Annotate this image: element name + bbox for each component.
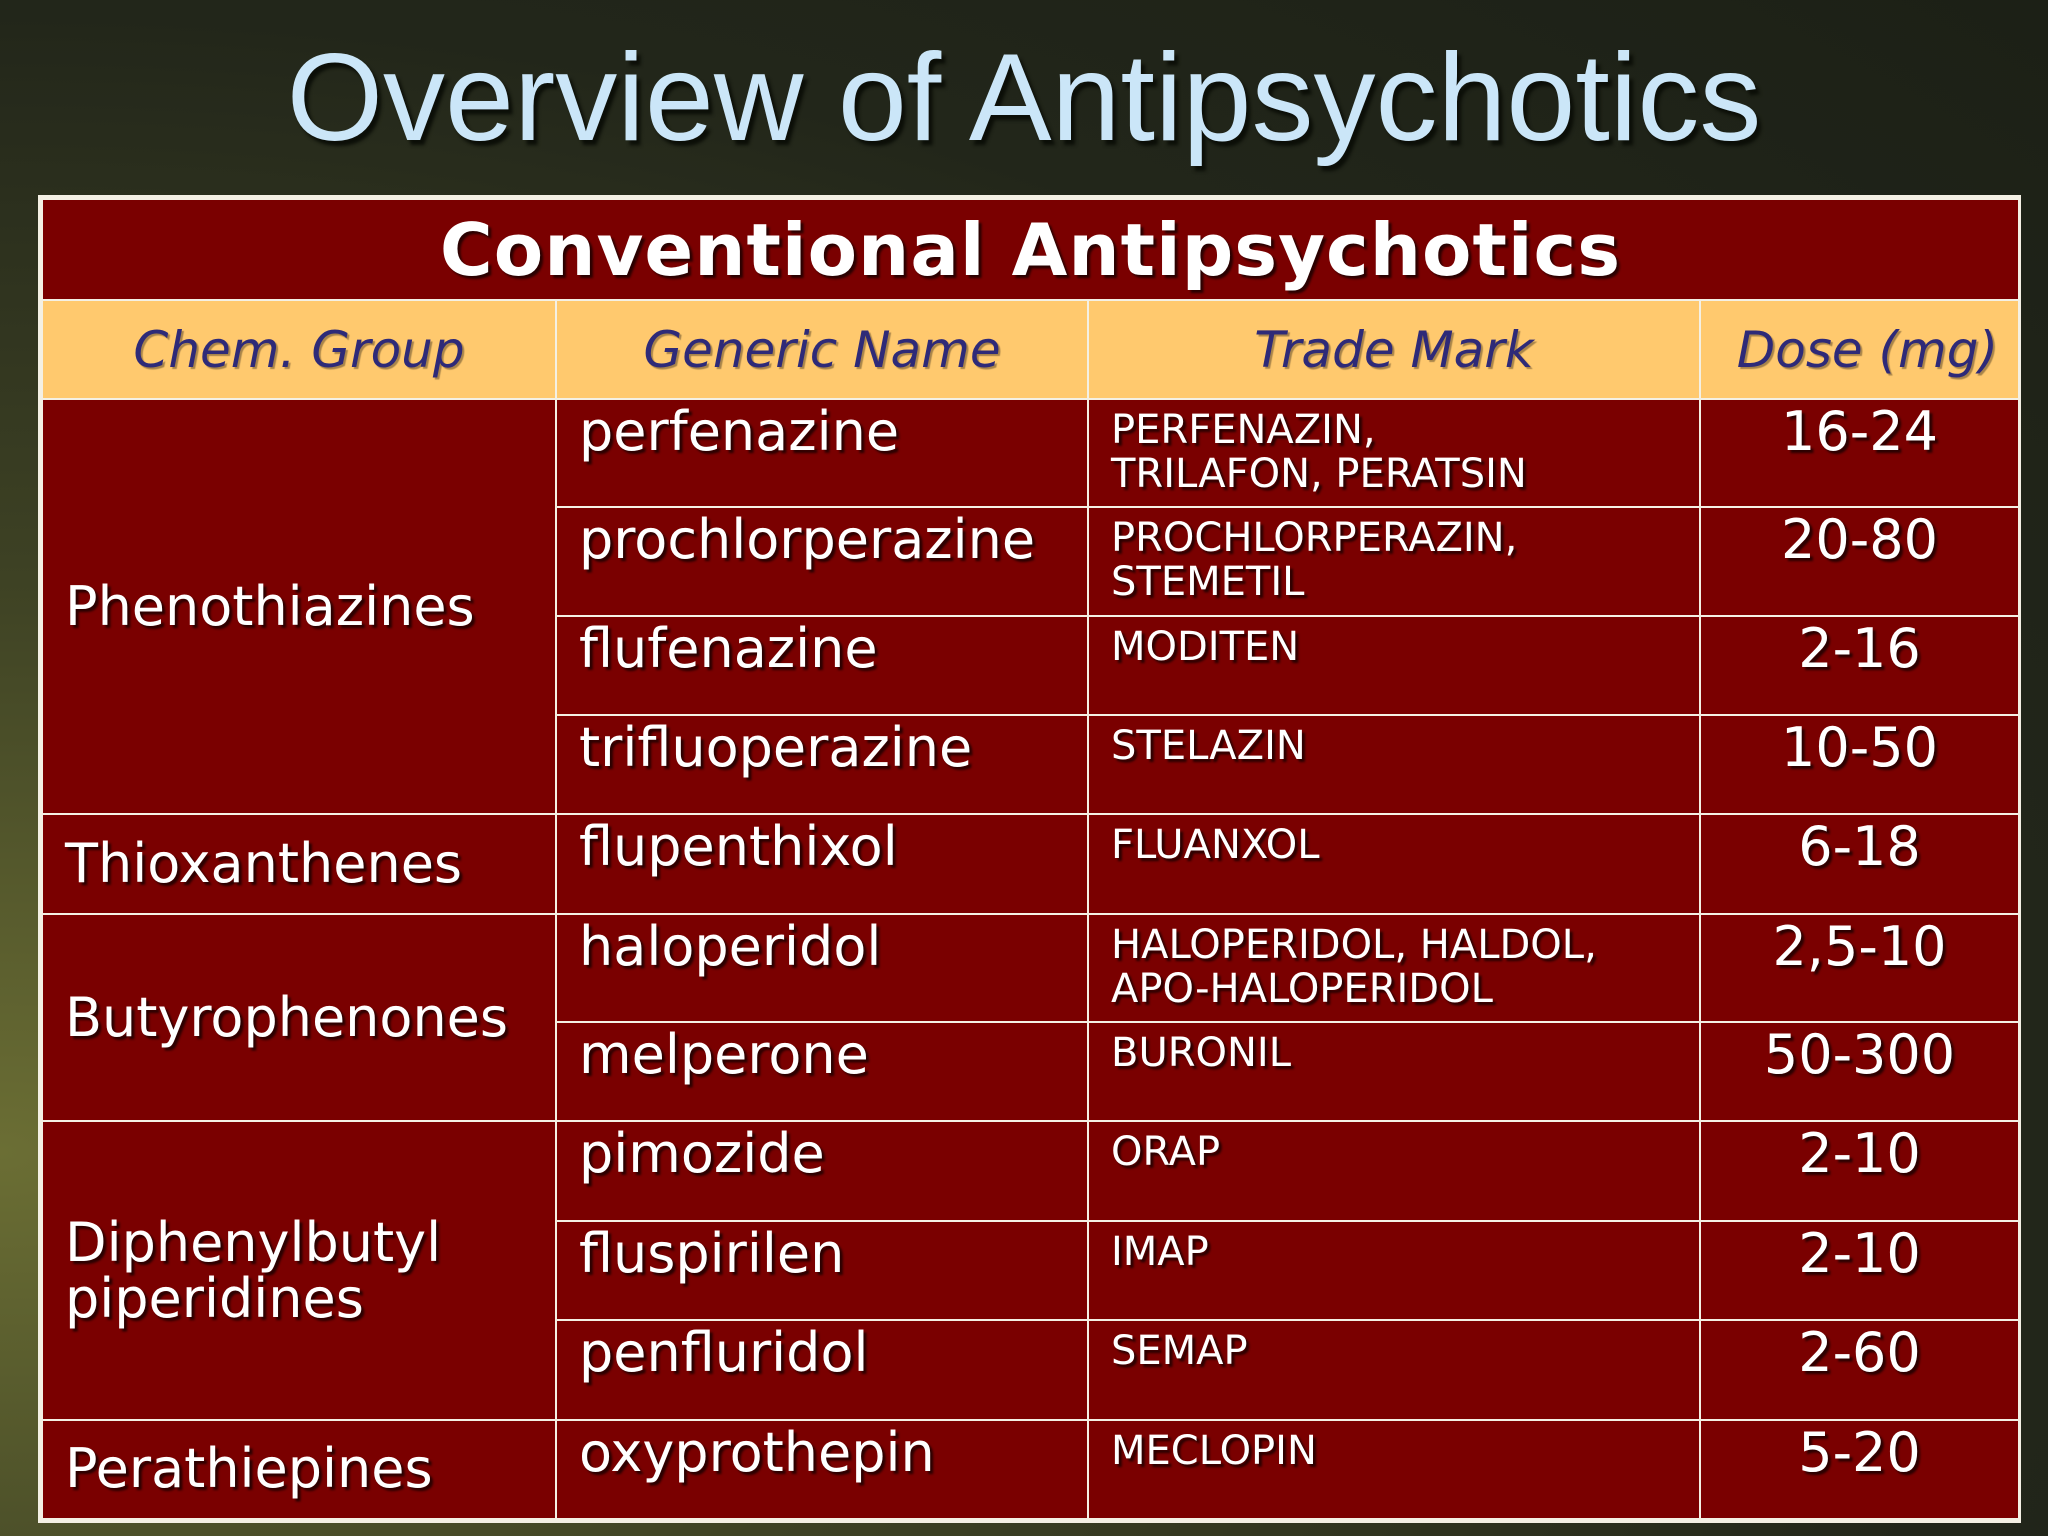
column-header-chem-group: Chem. Group — [42, 300, 556, 398]
trade-mark-cell: MECLOPIN — [1088, 1420, 1700, 1519]
trade-mark-cell: SEMAP — [1088, 1320, 1700, 1419]
table-row — [42, 914, 2019, 1022]
table-row — [42, 1420, 2019, 1519]
chem-group-cell: Diphenylbutyl piperidines — [42, 1121, 556, 1419]
column-header-trade-mark: Trade Mark — [1088, 300, 1700, 398]
dose-cell: 5-20 — [1700, 1420, 2019, 1519]
chem-group-cell: Thioxanthenes — [42, 814, 556, 913]
chem-group-cell: Perathiepines — [42, 1420, 556, 1519]
trade-mark-cell: STELAZIN — [1088, 715, 1700, 814]
trade-mark-cell: HALOPERIDOL, HALDOL, APO-HALOPERIDOL — [1088, 914, 1700, 1022]
column-header-generic-name: Generic Name — [556, 300, 1088, 398]
trade-mark-cell: ORAP — [1088, 1121, 1700, 1220]
generic-name-cell: oxyprothepin — [556, 1420, 1088, 1519]
dose-cell: 10-50 — [1700, 715, 2019, 814]
trade-mark-cell: PROCHLORPERAZIN, STEMETIL — [1088, 507, 1700, 615]
trade-mark-cell: BURONIL — [1088, 1022, 1700, 1121]
slide-title: Overview of Antipsychotics — [286, 29, 1762, 167]
trade-mark-cell: IMAP — [1088, 1221, 1700, 1320]
table-caption: Conventional Antipsychotics — [42, 199, 2019, 300]
trade-mark-cell: MODITEN — [1088, 616, 1700, 715]
drug-table — [41, 198, 2020, 1520]
dose-cell: 2-60 — [1700, 1320, 2019, 1419]
table-header-row — [42, 300, 2019, 398]
dose-cell: 2,5-10 — [1700, 914, 2019, 1022]
trade-mark-cell: FLUANXOL — [1088, 814, 1700, 913]
table-row — [42, 399, 2019, 507]
generic-name-cell: trifluoperazine — [556, 715, 1088, 814]
table-row — [42, 1121, 2019, 1220]
generic-name-cell: flufenazine — [556, 616, 1088, 715]
table-row — [42, 814, 2019, 913]
dose-cell: 6-18 — [1700, 814, 2019, 913]
chem-group-cell: Butyrophenones — [42, 914, 556, 1122]
column-header-dose: Dose (mg) — [1700, 300, 2019, 398]
generic-name-cell: penfluridol — [556, 1320, 1088, 1419]
dose-cell: 20-80 — [1700, 507, 2019, 615]
generic-name-cell: haloperidol — [556, 914, 1088, 1022]
dose-cell: 2-10 — [1700, 1221, 2019, 1320]
generic-name-cell: perfenazine — [556, 399, 1088, 507]
dose-cell: 16-24 — [1700, 399, 2019, 507]
dose-cell: 50-300 — [1700, 1022, 2019, 1121]
dose-cell: 2-16 — [1700, 616, 2019, 715]
antipsychotics-table — [38, 195, 2021, 1523]
generic-name-cell: pimozide — [556, 1121, 1088, 1220]
generic-name-cell: melperone — [556, 1022, 1088, 1121]
generic-name-cell: fluspirilen — [556, 1221, 1088, 1320]
dose-cell: 2-10 — [1700, 1121, 2019, 1220]
generic-name-cell: flupenthixol — [556, 814, 1088, 913]
chem-group-cell: Phenothiazines — [42, 399, 556, 815]
generic-name-cell: prochlorperazine — [556, 507, 1088, 615]
trade-mark-cell: PERFENAZIN, TRILAFON, PERATSIN — [1088, 399, 1700, 507]
